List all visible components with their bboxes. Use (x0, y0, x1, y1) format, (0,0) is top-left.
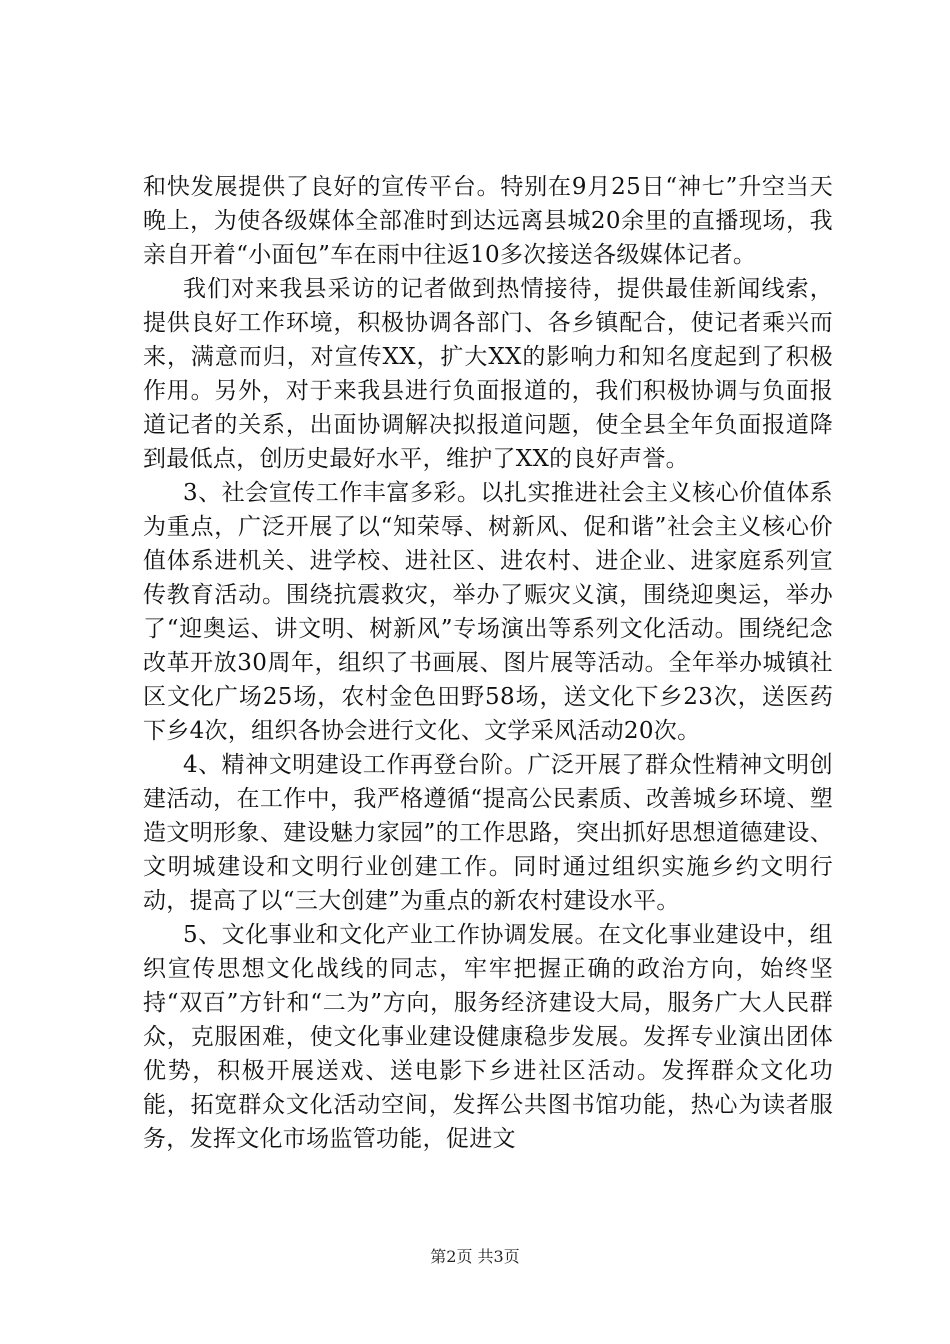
paragraph-2: 我们对来我县采访的记者做到热情接待，提供最佳新闻线索，提供良好工作环境，积极协调各部门、各乡镇配合，使记者乘兴而来，满意而归，对宣传XX，扩大XX的影响力和知名度起到了积极作用。另外，对于来我县进行负面报道的，我们积极协调与负面报道记者的关系，出面协调解决拟报道问题，使全县全年负面报道降到最低点，创历史最好水平，维护了XX的良好声誉。 (143, 276, 833, 472)
paragraph-4: 4、精神文明建设工作再登台阶。广泛开展了群众性精神文明创建活动，在工作中，我严格遵循“提高公民素质、改善城乡环境、塑造文明形象、建设魅力家园”的工作思路，突出抓好思想道德建设、文明城建设和文明行业创建工作。同时通过组织实施乡约文明行动，提高了以“三大创建”为重点的新农村建设水平。 (143, 752, 833, 914)
paragraph-1: 和快发展提供了良好的宣传平台。特别在9月25日“神七”升空当天晚上，为使各级媒体全部准时到达远离县城20余里的直播现场，我亲自开着“小面包”车在雨中往返10多次接送各级媒体记者。 (143, 174, 833, 268)
page-footer: 第2页 共3页 (430, 1247, 520, 1266)
paragraph-3: 3、社会宣传工作丰富多彩。以扎实推进社会主义核心价值体系为重点，广泛开展了以“知荣辱、树新风、促和谐”社会主义核心价值体系进机关、进学校、进社区、进农村、进企业、进家庭系列宣传教育活动。围绕抗震救灾，举办了赈灾义演，围绕迎奥运，举办了“迎奥运、讲文明、树新风”专场演出等系列文化活动。围绕纪念改革开放30周年，组织了书画展、图片展等活动。全年举办城镇社区文化广场25场，农村金色田野58场，送文化下乡23次，送医药下乡4次，组织各协会进行文化、文学采风活动20次。 (143, 480, 833, 744)
document-body (143, 170, 833, 1156)
paragraph-5: 5、文化事业和文化产业工作协调发展。在文化事业建设中，组织宣传思想文化战线的同志，牢牢把握正确的政治方向，始终坚持“双百”方针和“二为”方向，服务经济建设大局，服务广大人民群众，克服困难，使文化事业建设健康稳步发展。发挥专业演出团体优势，积极开展送戏、送电影下乡进社区活动。发挥群众文化功能，拓宽群众文化活动空间，发挥公共图书馆功能，热心为读者服务，发挥文化市场监管功能，促进文 (143, 922, 833, 1152)
